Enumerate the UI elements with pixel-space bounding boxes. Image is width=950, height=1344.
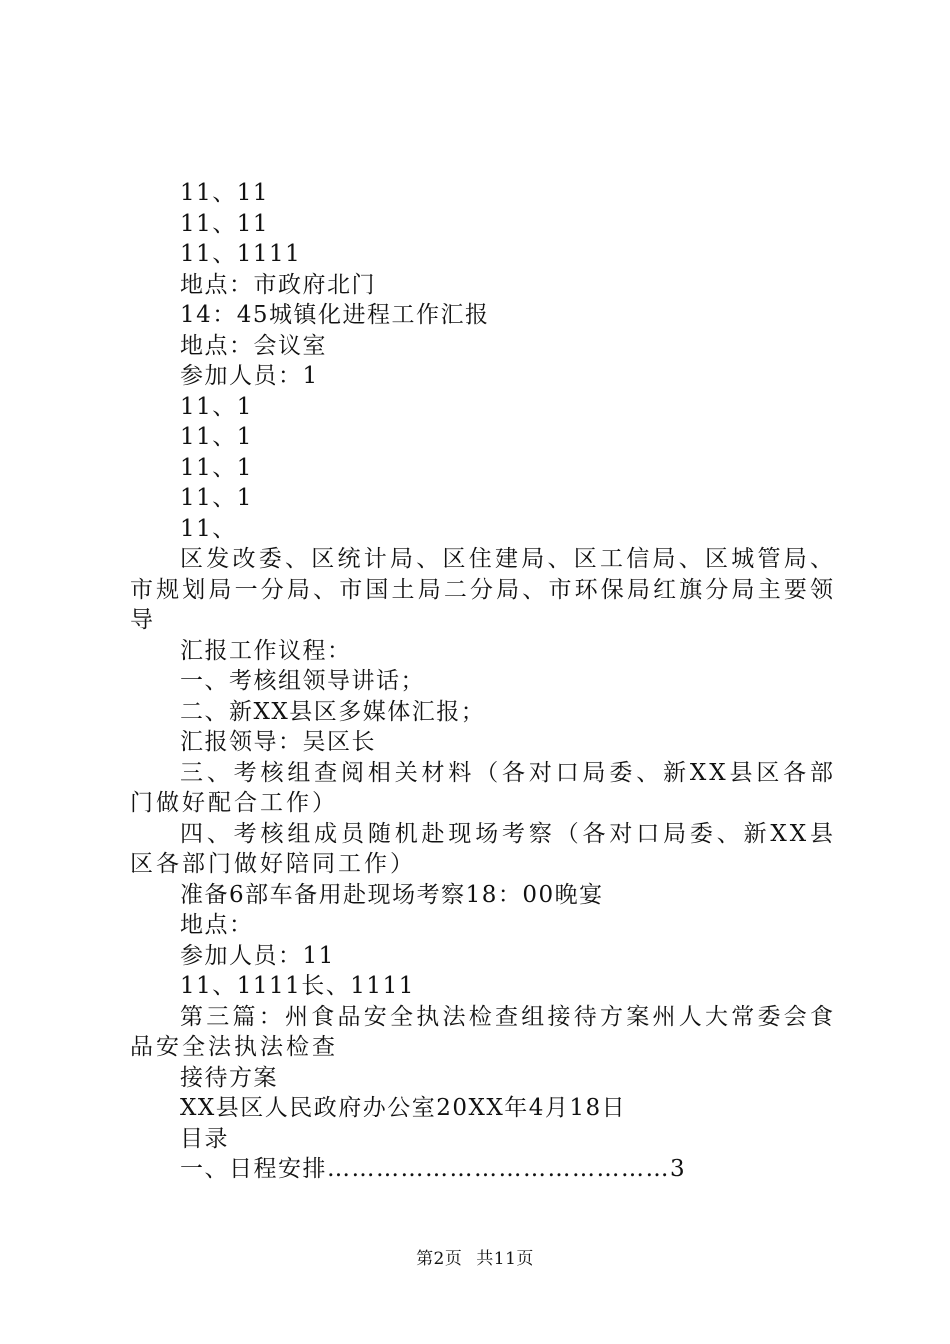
page-footer [0,1244,950,1269]
text-line: 汇报工作议程： [180,637,352,664]
text-line: 二、新XX县区多媒体汇报； [180,698,486,725]
text-line: 准备6部车备用赴现场考察18：00晚宴 [180,881,604,908]
text-line: 地点：市政府北门 [180,271,376,298]
text-line: 11、11 [180,180,270,206]
text-paragraph: 四、考核组成员随机赴现场考察（各对口局委、新XX县区各部门做好陪同工作） [130,820,836,877]
text-line: 11、1 [180,454,253,481]
text-paragraph: 三、考核组查阅相关材料（各对口局委、新XX县区各部门做好配合工作） [130,759,836,816]
text-paragraph: 区发改委、区统计局、区住建局、区工信局、区城管局、市规划局一分局、市国土局二分局、市环保局红旗分局主要领导 [130,546,836,633]
text-line: 地点： [180,912,254,938]
text-paragraph: 第三篇：州食品安全执法检查组接待方案州人大常委会食品安全法执法检查 [130,1003,836,1060]
page-total: 共11页 [476,1249,534,1269]
text-line: 目录 [180,1125,229,1152]
text-line: 11、1 [180,485,253,511]
text-line: 11、 [180,515,237,542]
text-line: 14：45城镇化进程工作汇报 [180,302,490,328]
text-line: 参加人员：11 [180,942,335,969]
text-line: 地点：会议室 [180,332,327,359]
text-line: 11、1 [180,424,253,450]
text-line: 接待方案 [180,1064,278,1091]
text-line: XX县区人民政府办公室20XX年4月18日 [180,1095,627,1121]
text-line: 一、考核组领导讲话； [180,668,425,694]
toc-entry: 一、日程安排……………………………………3 [180,1156,687,1182]
document-body [130,178,836,1185]
text-line: 参加人员：1 [180,363,319,389]
page-number: 第2页 [416,1249,463,1269]
text-line: 11、11 [180,210,270,237]
text-line: 11、1111长、1111 [180,973,415,999]
text-line: 11、1111 [180,241,302,267]
text-line: 11、1 [180,393,253,420]
text-line: 汇报领导：吴区长 [180,729,376,755]
